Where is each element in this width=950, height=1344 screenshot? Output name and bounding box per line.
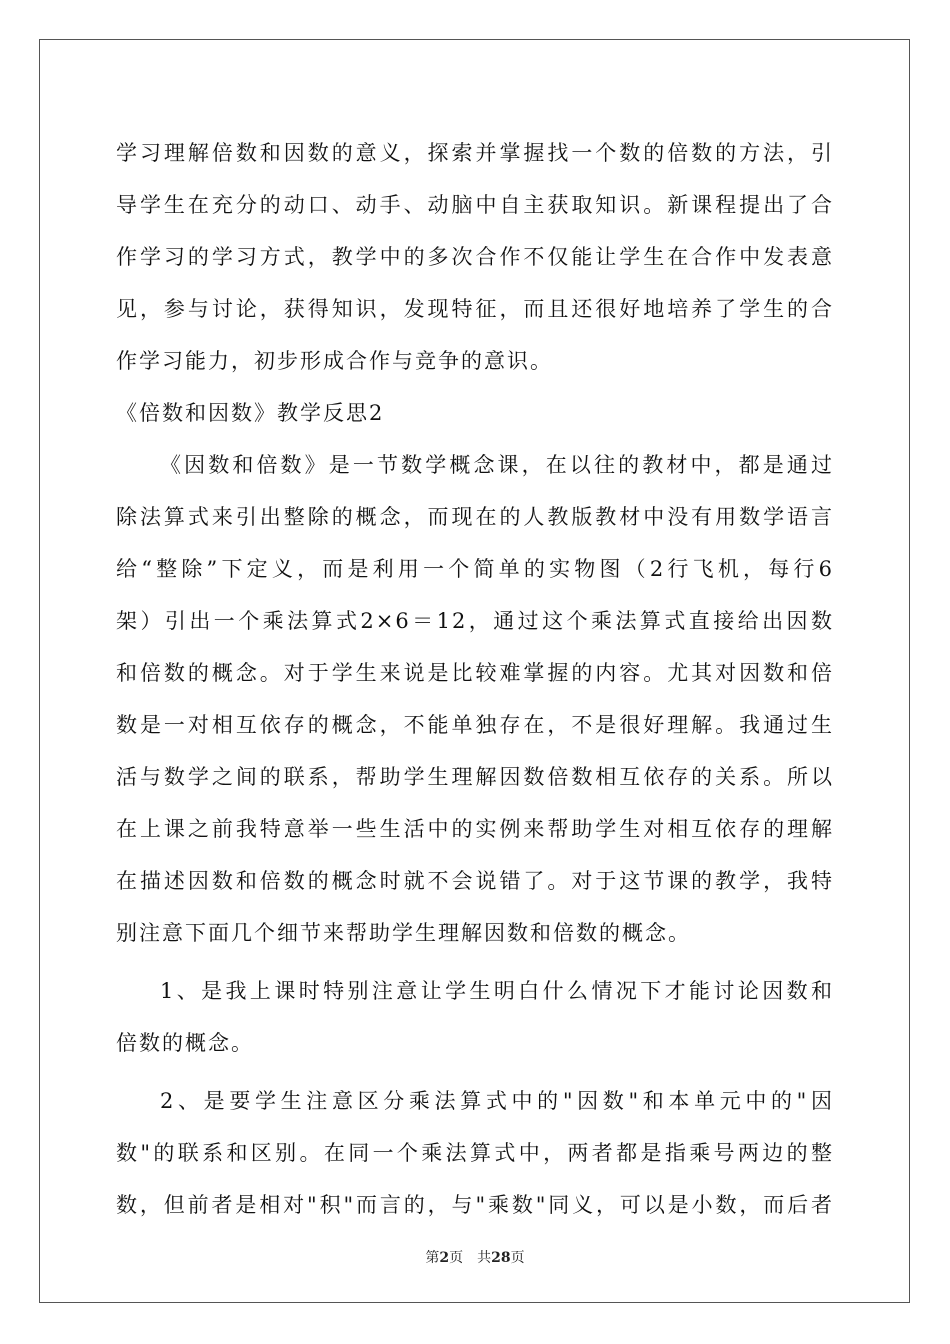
text-line: 数是一对相互依存的概念，不能单独存在，不是很好理解。我通过生 bbox=[116, 713, 834, 737]
list-item-2: 2、是要学生注意区分乘法算式中的"因数"和本单元中的"因 bbox=[160, 1089, 834, 1113]
total-prefix: 共 bbox=[477, 1250, 492, 1266]
page-unit: 页 bbox=[449, 1250, 464, 1266]
text-line: 倍数的概念。 bbox=[116, 1031, 254, 1055]
text-line: 数，但前者是相对"积"而言的，与"乘数"同义，可以是小数，而后者 bbox=[116, 1193, 834, 1217]
text-line: 给“整除”下定义，而是利用一个简单的实物图（2行飞机，每行6 bbox=[116, 557, 834, 581]
document-body bbox=[116, 127, 834, 1231]
text-line: 在描述因数和倍数的概念时就不会说错了。对于这节课的教学，我特 bbox=[116, 869, 834, 893]
text-line: 别注意下面几个细节来帮助学生理解因数和倍数的概念。 bbox=[116, 921, 691, 945]
text-line: 在上课之前我特意举一些生活中的实例来帮助学生对相互依存的理解 bbox=[116, 817, 834, 841]
text-line: 学习理解倍数和因数的意义，探索并掌握找一个数的倍数的方法，引 bbox=[116, 141, 834, 165]
text-line: 架）引出一个乘法算式2×6＝12，通过这个乘法算式直接给出因数 bbox=[116, 609, 834, 633]
text-line: 除法算式来引出整除的概念，而现在的人教版教材中没有用数学语言 bbox=[116, 505, 834, 529]
total-unit: 页 bbox=[510, 1250, 525, 1266]
page-current: 2 bbox=[439, 1250, 450, 1266]
text-line: 数"的联系和区别。在同一个乘法算式中，两者都是指乘号两边的整 bbox=[116, 1141, 834, 1165]
page-total: 28 bbox=[491, 1250, 511, 1266]
text-line: 作学习能力，初步形成合作与竞争的意识。 bbox=[116, 349, 553, 373]
page-footer bbox=[0, 1247, 950, 1267]
section-heading: 《倍数和因数》教学反思2 bbox=[116, 401, 385, 425]
text-line: 见，参与讨论，获得知识，发现特征，而且还很好地培养了学生的合 bbox=[116, 297, 834, 321]
page-prefix: 第 bbox=[425, 1250, 440, 1266]
text-line: 作学习的学习方式，教学中的多次合作不仅能让学生在合作中发表意 bbox=[116, 245, 834, 269]
text-line: 导学生在充分的动口、动手、动脑中自主获取知识。新课程提出了合 bbox=[116, 193, 834, 217]
text-line: 活与数学之间的联系，帮助学生理解因数倍数相互依存的关系。所以 bbox=[116, 765, 834, 789]
list-item-1: 1、是我上课时特别注意让学生明白什么情况下才能讨论因数和 bbox=[160, 979, 834, 1003]
text-line: 《因数和倍数》是一节数学概念课，在以往的教材中，都是通过 bbox=[160, 453, 834, 477]
text-line: 和倍数的概念。对于学生来说是比较难掌握的内容。尤其对因数和倍 bbox=[116, 661, 834, 685]
